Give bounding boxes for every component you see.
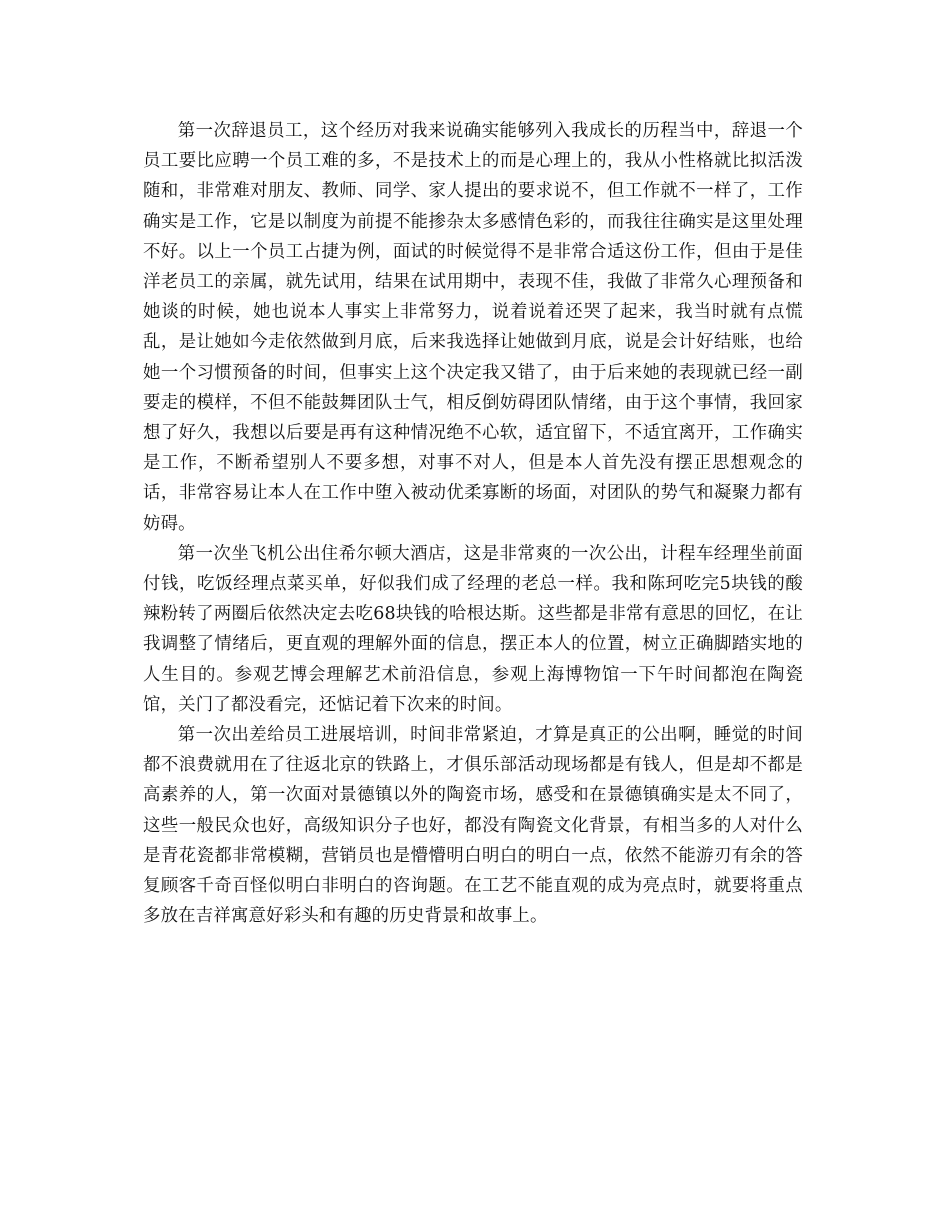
paragraph-3: 第一次出差给员工进展培训，时间非常紧迫，才算是真正的公出啊，睡觉的时间都不浪费就用在了往返北京的铁路上，才俱乐部活动现场都是有钱人，但是却不都是高素养的人，第一次面对景德镇以外的陶瓷市场，感受和在景德镇确实是太不同了，这些一般民众也好，高级知识分子也好，都没有陶瓷文化背景，有相当多的人对什么是青花瓷都非常模糊，营销员也是懵懵明白明白的明白一点，依然不能游刃有余的答复顾客千奇百怪似明白非明白的咨询题。在工艺不能直观的成为亮点时，就要将重点多放在吉祥寓意好彩头和有趣的历史背景和故事上。: [143, 725, 803, 927]
document-body: [143, 116, 803, 931]
paragraph-1: 第一次辞退员工，这个经历对我来说确实能够列入我成长的历程当中，辞退一个员工要比应聘一个员工难的多，不是技术上的而是心理上的，我从小性格就比拟活泼随和，非常难对朋友、教师、同学、家人提出的要求说不，但工作就不一样了，工作确实是工作，它是以制度为前提不能掺杂太多感情色彩的，而我往往确实是这里处理不好。以上一个员工占捷为例，面试的时候觉得不是非常合适这份工作，但由于是佳洋老员工的亲属，就先试用，结果在试用期中，表现不佳，我做了非常久心理预备和她谈的时候，她也说本人事实上非常努力，说着说着还哭了起来，我当时就有点慌乱，是让她如今走依然做到月底，后来我选择让她做到月底，说是会计好结账，也给她一个习惯预备的时间，但事实上这个决定我又错了，由于后来她的表现就已经一副要走的模样，不但不能鼓舞团队士气，相反倒妨碍团队情绪，由于这个事情，我回家想了好久，我想以后要是再有这种情况绝不心软，适宜留下，不适宜离开，工作确实是工作，不断希望别人不要多想，对事不对人，但是本人首先没有摆正思想观念的话，非常容易让本人在工作中堕入被动优柔寡断的场面，对团队的势气和凝聚力都有妨碍。: [143, 121, 803, 534]
paragraph-2: 第一次坐飞机公出住希尔顿大酒店，这是非常爽的一次公出，计程车经理坐前面付钱，吃饭经理点菜买单，好似我们成了经理的老总一样。我和陈珂吃完5块钱的酸辣粉转了两圈后依然决定去吃68块钱的哈根达斯。这些都是非常有意思的回忆，在让我调整了情绪后，更直观的理解外面的信息，摆正本人的位置，树立正确脚踏实地的人生目的。参观艺博会理解艺术前沿信息，参观上海博物馆一下午时间都泡在陶瓷馆，关门了都没看完，还惦记着下次来的时间。: [143, 543, 803, 715]
